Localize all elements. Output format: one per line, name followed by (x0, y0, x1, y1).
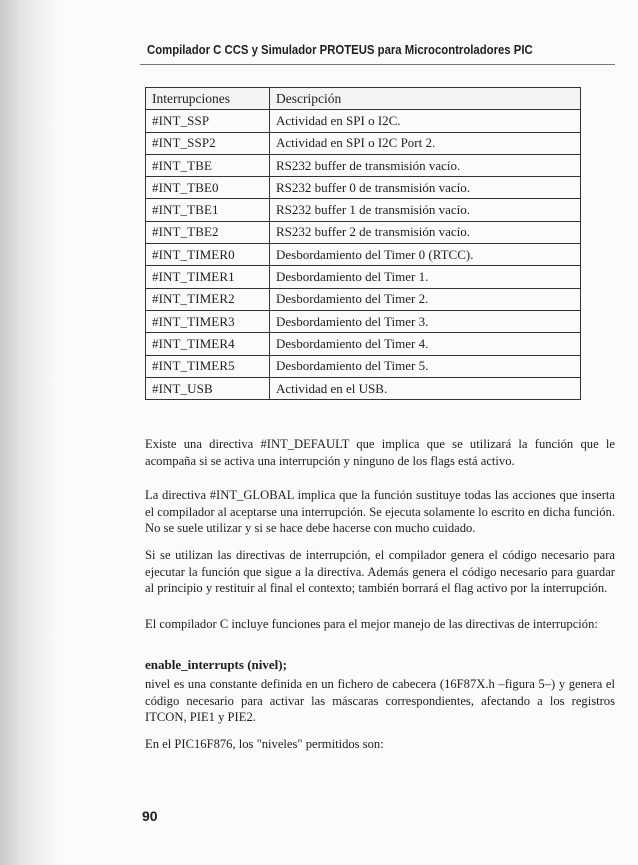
table-row (146, 266, 581, 288)
description-cell: RS232 buffer 2 de transmisión vacío. (270, 221, 581, 243)
table-row (146, 221, 581, 243)
paragraph-niveles: En el PIC16F876, los "niveles" permitidos son: (145, 737, 384, 751)
description-cell: Actividad en el USB. (270, 377, 581, 399)
table-row (146, 199, 581, 221)
table-row (146, 288, 581, 310)
interrupt-name-cell: #INT_TIMER1 (146, 266, 270, 288)
table-row (146, 377, 581, 399)
description-cell: Desbordamiento del Timer 5. (270, 355, 581, 377)
table-header-row (146, 88, 581, 110)
description-cell: RS232 buffer de transmisión vacío. (270, 154, 581, 176)
interrupt-name-cell: #INT_TIMER2 (146, 288, 270, 310)
paragraph-directives: Si se utilizan las directivas de interrupción, el compilador genera el código necesario para ejecutar la función que sigue a la directiva. Además genera el código necesario para guardar al principio y restituir al final el contexto; también borrará el flag activo por la interrupción. (145, 548, 615, 595)
paragraph-int-default: Existe una directiva #INT_DEFAULT que implica que se utilizará la función que le acompaña si se activa una interrupción y ninguno de los flags está activo. (145, 437, 615, 468)
interrupt-name-cell: #INT_SSP (146, 110, 270, 132)
table-row (146, 177, 581, 199)
interrupt-name-cell: #INT_TBE1 (146, 199, 270, 221)
description-cell: Desbordamiento del Timer 2. (270, 288, 581, 310)
description-cell: Desbordamiento del Timer 1. (270, 266, 581, 288)
description-cell: RS232 buffer 1 de transmisión vacío. (270, 199, 581, 221)
paragraph-functions: El compilador C incluye funciones para el mejor manejo de las directivas de interrupción: (145, 617, 598, 631)
column-header-descripcion: Descripción (270, 88, 581, 110)
interrupt-name-cell: #INT_USB (146, 377, 270, 399)
table-row (146, 154, 581, 176)
table-row (146, 355, 581, 377)
header-rule (140, 64, 615, 65)
interrupt-name-cell: #INT_TIMER3 (146, 310, 270, 332)
page-gutter-shadow (0, 0, 60, 865)
interrupt-name-cell: #INT_TBE (146, 154, 270, 176)
interrupt-name-cell: #INT_TIMER0 (146, 244, 270, 266)
description-cell: Actividad en SPI o I2C Port 2. (270, 132, 581, 154)
description-cell: Desbordamiento del Timer 0 (RTCC). (270, 244, 581, 266)
interrupt-name-cell: #INT_TIMER5 (146, 355, 270, 377)
description-cell: Desbordamiento del Timer 4. (270, 333, 581, 355)
table-row (146, 244, 581, 266)
interrupt-name-cell: #INT_TBE0 (146, 177, 270, 199)
page-number: 90 (142, 808, 158, 824)
interrupts-table (145, 87, 581, 400)
interrupt-name-cell: #INT_SSP2 (146, 132, 270, 154)
function-heading: enable_interrupts (nivel); (145, 657, 287, 672)
table-row (146, 310, 581, 332)
interrupt-name-cell: #INT_TBE2 (146, 221, 270, 243)
interrupt-name-cell: #INT_TIMER4 (146, 333, 270, 355)
description-cell: RS232 buffer 0 de transmisión vacío. (270, 177, 581, 199)
table-row (146, 132, 581, 154)
table-row (146, 333, 581, 355)
running-header: Compilador C CCS y Simulador PROTEUS para Microcontroladores PIC (147, 42, 533, 57)
description-cell: Desbordamiento del Timer 3. (270, 310, 581, 332)
table-row (146, 110, 581, 132)
paragraph-int-global: La directiva #INT_GLOBAL implica que la función sustituye todas las acciones que inserta el compilador al aceptarse una interrupción. Se ejecuta solamente lo escrito en dicha función. No se suele utilizar y si se hace debe hacerse con mucho cuidado. (145, 488, 615, 535)
paragraph-nivel: nivel es una constante definida en un fichero de cabecera (16F87X.h –figura 5–) y genera el código necesario para activar las máscaras correspondientes, afectando a los registros ITCON, PIE1 y PIE2. (145, 677, 615, 724)
column-header-interrupciones: Interrupciones (146, 88, 270, 110)
description-cell: Actividad en SPI o I2C. (270, 110, 581, 132)
